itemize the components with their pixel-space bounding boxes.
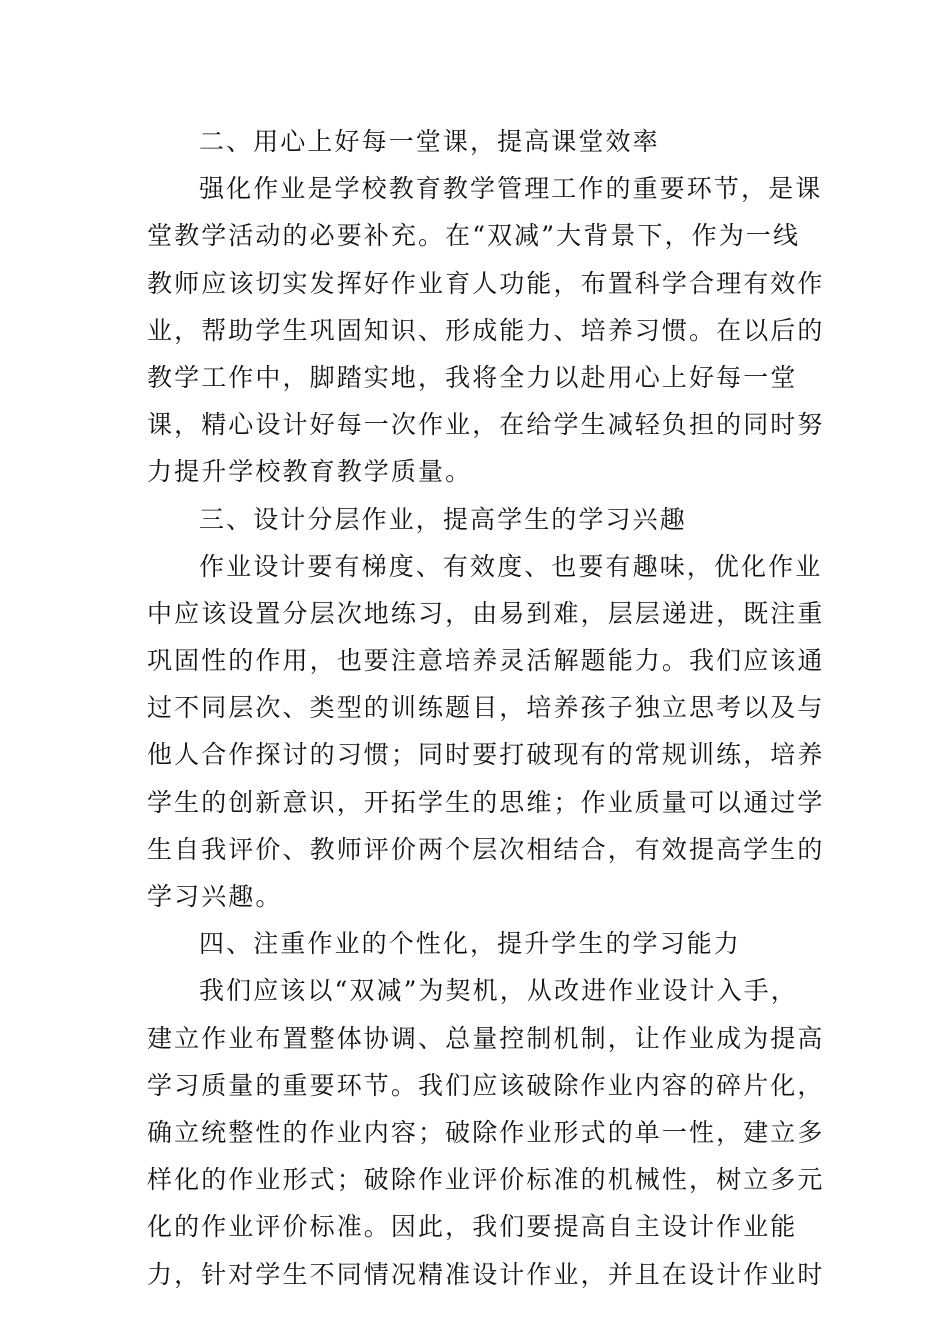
paragraph-line: 中应该设置分层次地练习，由易到难，层层递进，既注重 <box>147 598 825 628</box>
section-heading-2: 二、用心上好每一堂课，提高课堂效率 <box>199 127 660 156</box>
paragraph-line: 力提升学校教育教学质量。 <box>147 457 473 487</box>
paragraph-line: 课，精心设计好每一次作业，在给学生减轻负担的同时努 <box>147 410 825 440</box>
paragraph-line: 堂教学活动的必要补充。在“双减”大背景下，作为一线 <box>147 221 801 251</box>
paragraph-line: 确立统整性的作业内容；破除作业形式的单一性，建立多 <box>147 1117 825 1147</box>
section-heading-3: 三、设计分层作业，提高学生的学习兴趣 <box>199 504 687 534</box>
paragraph-line: 强化作业是学校教育教学管理工作的重要环节，是课 <box>199 174 823 204</box>
paragraph-line: 他人合作探讨的习惯；同时要打破现有的常规训练，培养 <box>147 740 825 770</box>
paragraph-line: 生自我评价、教师评价两个层次相结合，有效提高学生的 <box>147 834 825 864</box>
paragraph-line: 作业设计要有梯度、有效度、也要有趣味，优化作业 <box>199 551 823 581</box>
paragraph-line: 学生的创新意识，开拓学生的思维；作业质量可以通过学 <box>147 787 825 817</box>
paragraph-line: 学习质量的重要环节。我们应该破除作业内容的碎片化， <box>147 1070 825 1100</box>
paragraph-line: 教学工作中，脚踏实地，我将全力以赴用心上好每一堂 <box>147 362 798 392</box>
section-heading-4: 四、注重作业的个性化，提升学生的学习能力 <box>199 929 742 959</box>
paragraph-line: 建立作业布置整体协调、总量控制机制，让作业成为提高 <box>147 1023 825 1053</box>
paragraph-line: 教师应该切实发挥好作业育人功能，布置科学合理有效作 <box>147 268 825 298</box>
paragraph-line: 力，针对学生不同情况精准设计作业，并且在设计作业时 <box>147 1259 825 1289</box>
paragraph-line: 样化的作业形式；破除作业评价标准的机械性，树立多元 <box>147 1165 825 1195</box>
paragraph-line: 化的作业评价标准。因此，我们要提高自主设计作业能 <box>147 1212 798 1242</box>
paragraph-line: 巩固性的作用，也要注意培养灵活解题能力。我们应该通 <box>147 646 825 676</box>
paragraph-line: 过不同层次、类型的训练题目，培养孩子独立思考以及与 <box>147 693 825 723</box>
document-page <box>147 118 825 1298</box>
paragraph-line: 业，帮助学生巩固知识、形成能力、培养习惯。在以后的 <box>147 315 825 345</box>
paragraph-line: 学习兴趣。 <box>147 882 283 911</box>
paragraph-line: 我们应该以“双减”为契机，从改进作业设计入手， <box>199 976 798 1006</box>
